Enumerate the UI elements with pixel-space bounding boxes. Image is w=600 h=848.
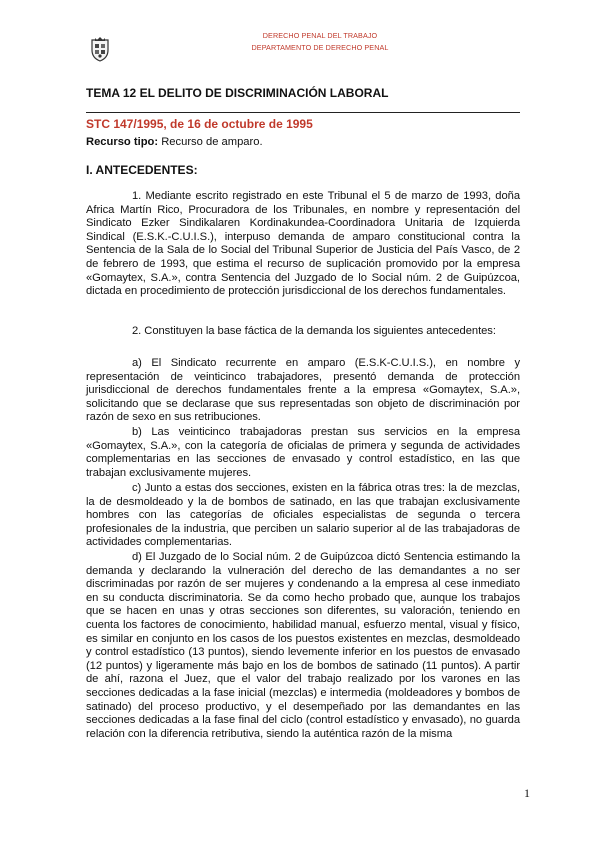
appeal-type [86, 136, 263, 148]
document-header [200, 30, 440, 54]
page-title: TEMA 12 EL DELITO DE DISCRIMINACIÓN LABORAL [86, 86, 389, 100]
paragraph-1: 1. Mediante escrito registrado en este Tribunal el 5 de marzo de 1993, doña Africa Martín Rico, Procuradora de los Tribunales, en nombre y representación del Sindicato Ezker Sindikalaren Kordinakundea-Coordinadora Unitaria de Izquierda Sindical (E.S.K.-C.U.I.S.), interpuso demanda de amparo constitucional contra la Sentencia de la Sala de lo Social del Tribunal Superior de Justicia del País Vasco, de 2 de febrero de 1993, que estima el recurso de suplicación promovido por la empresa «Gomaytex, S.A.», contra Sentencia del Juzgado de lo Social núm. 2 de Guipúzcoa, dictada en procedimiento de protección jurisdiccional de los derechos fundamentales. [86, 190, 520, 298]
case-reference: STC 147/1995, de 16 de octubre de 1995 [86, 117, 313, 131]
title-divider [86, 112, 520, 113]
page-number: 1 [524, 786, 530, 800]
university-crest-icon [88, 36, 112, 62]
header-course: DERECHO PENAL DEL TRABAJO [262, 31, 378, 40]
paragraph-d: d) El Juzgado de lo Social núm. 2 de Guipúzcoa dictó Sentencia estimando la demanda y declarando la vulneración del derecho de las demandantes a no ser discriminadas por razón de ser mujeres y condenando a la empresa al cese inmediato en su conducta discriminatoria. Se da como hecho probado que, aunque los trabajos que se hacen en unas y otras secciones son diferentes, su valoración, teniendo en cuenta los factores de conocimiento, habilidad manual, esfuerzo mental, visual y físico, es similar en conjunto en los casos de los puestos existentes en mezclas, desmoldeado y control estadístico (13 puntos), siendo levemente inferior en los puestos de envasado (12 puntos) y ligeramente más bajo en los de bombos de satinado (11 puntos). A partir de ahí, razona el Juez, que el valor del trabajo realizado por los varones en las secciones dedicadas a la fase inicial (mezclas) e intermedia (moldeadores y bombos de satinado) del proceso productivo, y el desempeñado por las demandantes en las secciones dedicadas a la fase final del ciclo (control estadístico y envasado), no guarda relación con la diferencia retributiva, siendo la auténtica razón de la misma [86, 551, 520, 740]
paragraph-a: a) El Sindicato recurrente en amparo (E.S.K-C.U.I.S.), en nombre y representación de veinticinco trabajadores, presentó demanda de protección jurisdiccional de derechos fundamentales frente a la empresa «Gomaytex, S.A.», solicitando que se declarase que sus representadas son objeto de discriminación por razón de sexo en sus retribuciones. [86, 357, 520, 424]
appeal-type-label: Recurso tipo: [86, 136, 159, 148]
header-department: DEPARTAMENTO DE DERECHO PENAL [251, 43, 389, 52]
section-heading: I. ANTECEDENTES: [86, 163, 198, 177]
paragraph-2: 2. Constituyen la base fáctica de la demanda los siguientes antecedentes: [132, 325, 496, 337]
paragraph-b: b) Las veinticinco trabajadoras prestan sus servicios en la empresa «Gomaytex, S.A.», con la categoría de oficialas de primera y segunda de actividades complementarias en las secciones de envasado y control estadístico, en las que trabajan exclusivamente mujeres. [86, 426, 520, 479]
appeal-type-value: Recurso de amparo. [158, 136, 263, 148]
paragraph-c: c) Junto a estas dos secciones, existen en la fábrica otras tres: la de mezclas, la de desmoldeado y la de bombos de satinado, en las que trabajan exclusivamente hombres con las categorías de oficiales especialistas de segunda o tercera profesionales de la industria, que perciben un salario superior al de las trabajadoras de actividades complementarias. [86, 482, 520, 549]
